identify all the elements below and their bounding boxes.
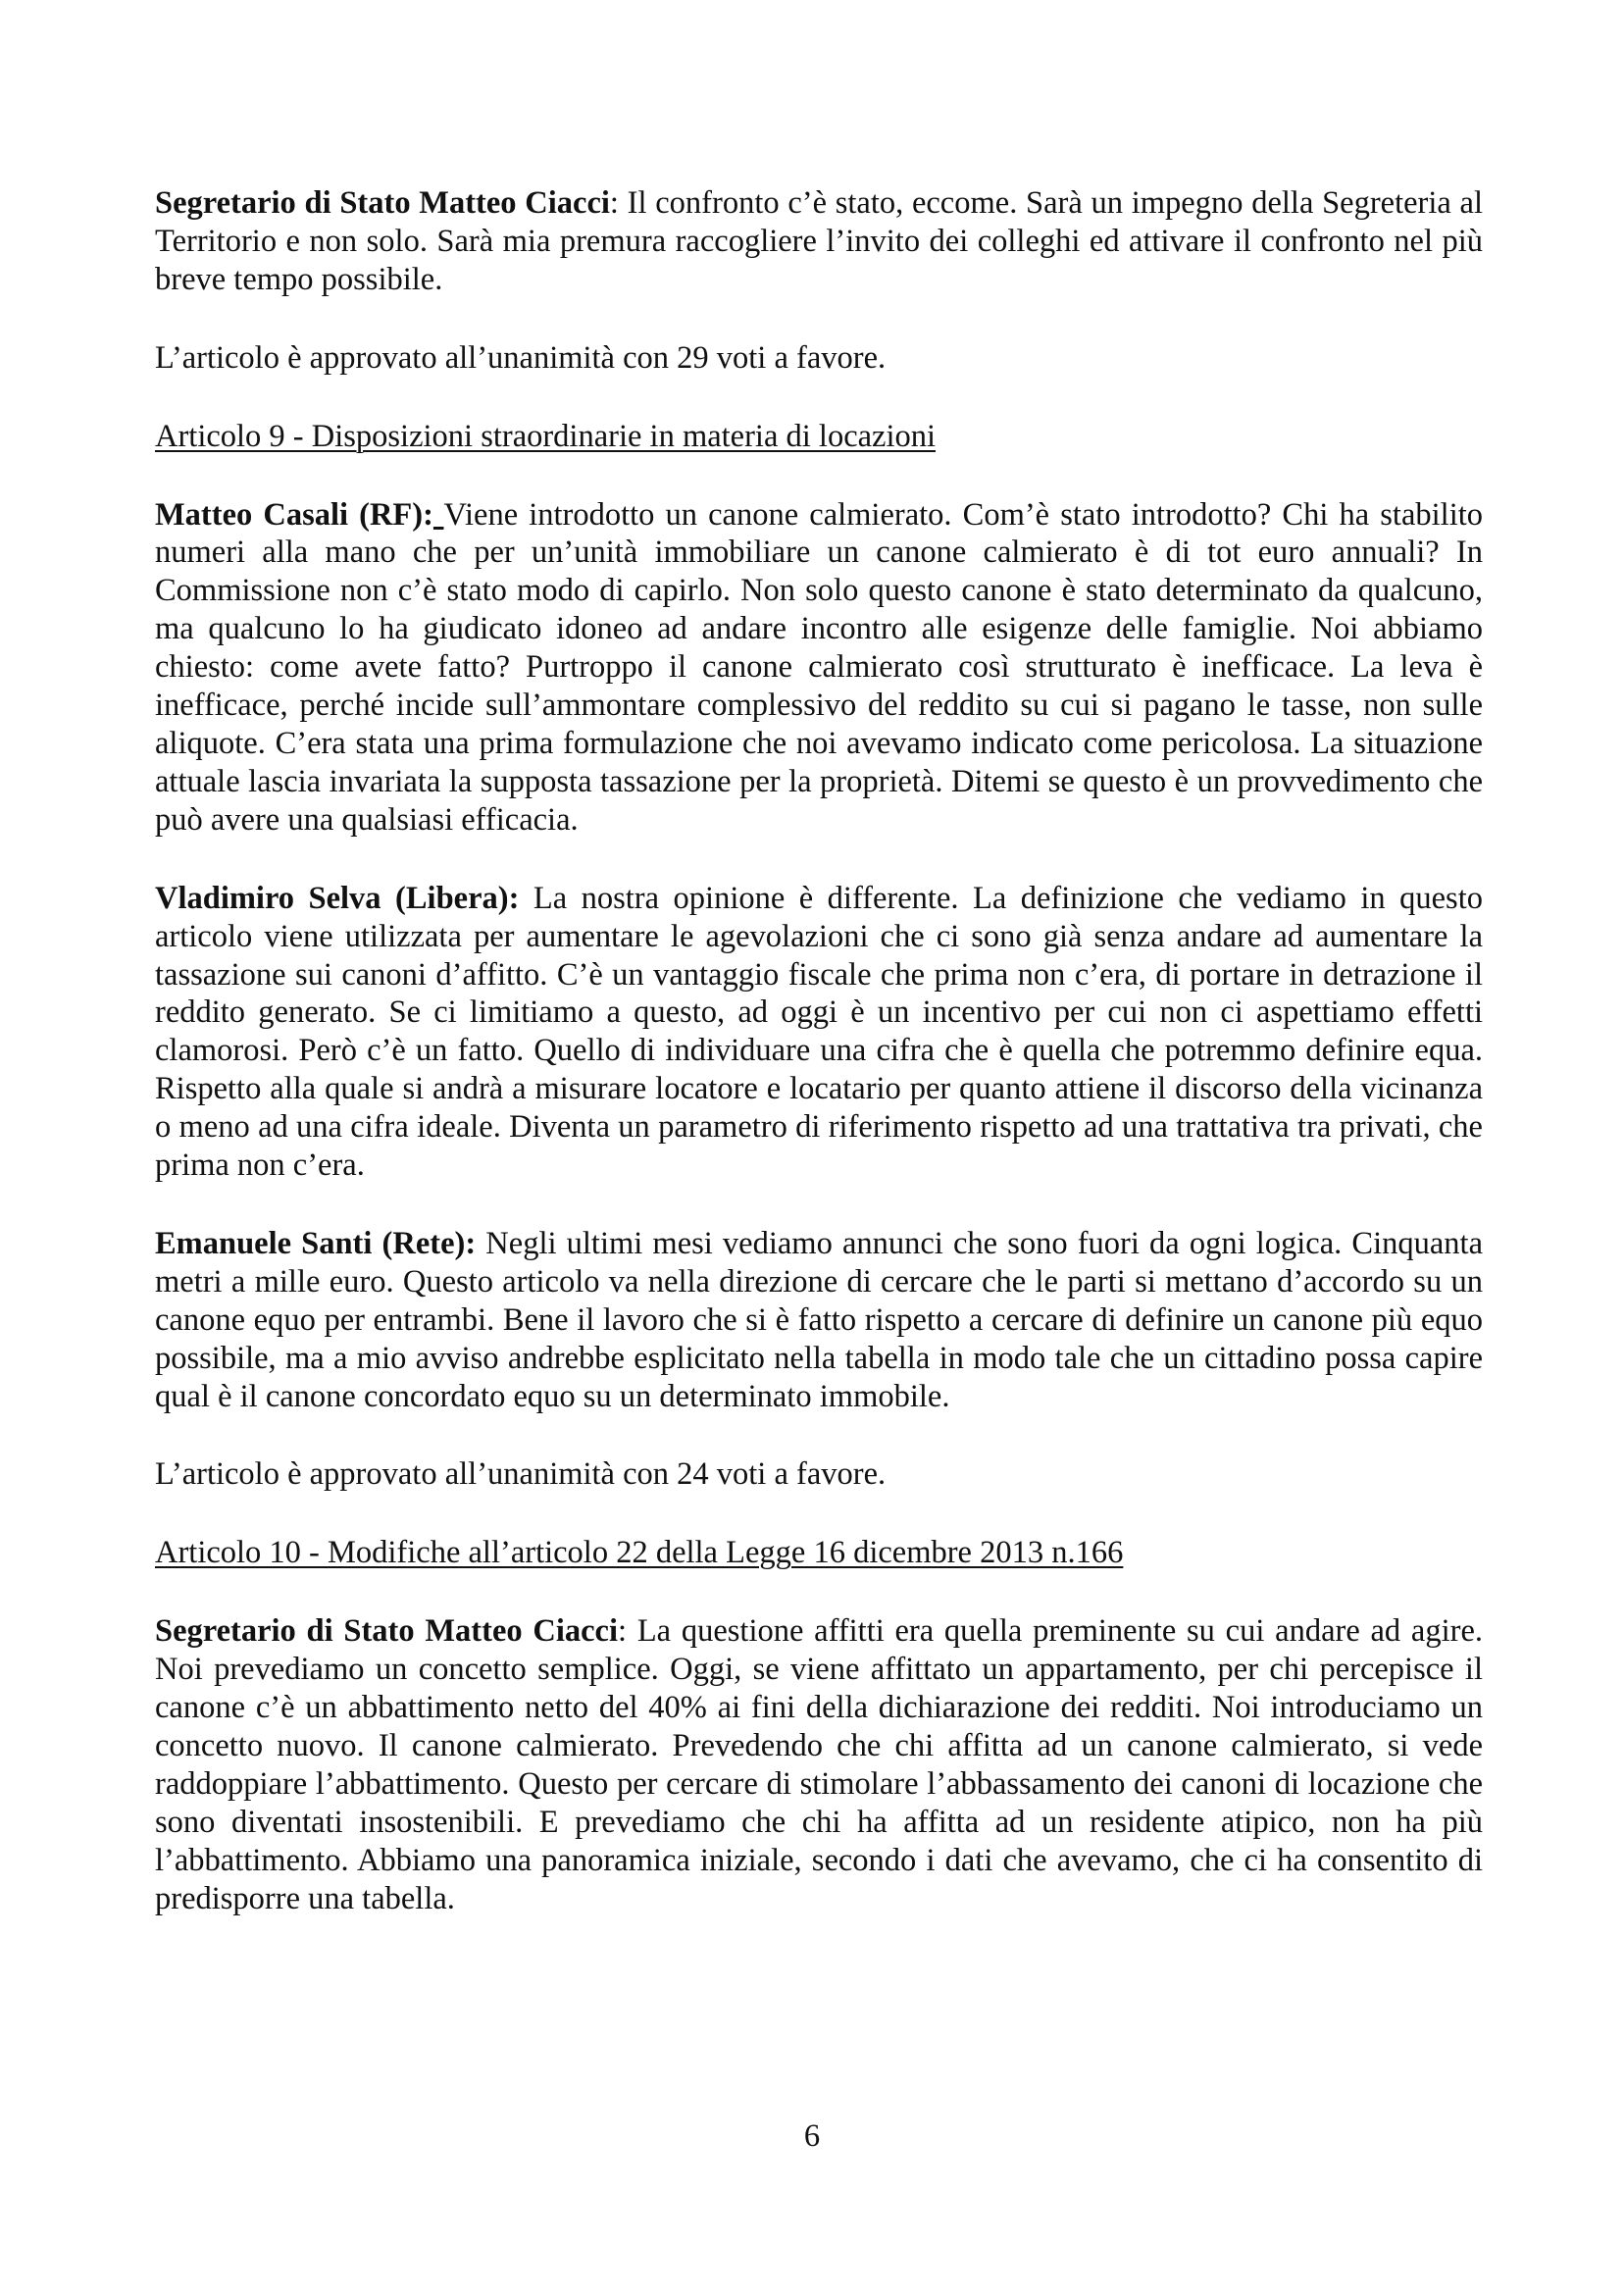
page-number: 6	[803, 2118, 821, 2154]
speaker-separator	[519, 881, 533, 916]
speech-paragraph	[155, 880, 1483, 1185]
speaker-separator	[433, 497, 444, 533]
speech-text: Negli ultimi mesi vediamo annunci che sono fuori da ogni logica. Cinquanta metri a mille euro. Questo articolo va nella direzione di cercare che le parti si mettano d’accordo su un canone equo per entrambi. Bene il lavoro che si è fatto rispetto a cercare di definire un canone più equo possibile, ma a mio avviso andrebbe esplicitato nella tabella in modo tale che un cittadino possa capire qual è il canone concordato equo su un determinato immobile.	[155, 1225, 1483, 1414]
speaker-name: Emanuele Santi (Rete):	[155, 1225, 477, 1261]
speaker-separator: :	[618, 1613, 637, 1650]
speech-paragraph	[155, 496, 1483, 840]
speech-paragraph	[155, 1225, 1483, 1416]
speech-paragraph	[155, 1612, 1483, 1917]
speech-text: La questione affitti era quella preminente su cui andare ad agire. Noi prevediamo un concetto semplice. Oggi, se viene affittato un appartamento, per chi percepisce il canone c’è un abbattimento netto del 40% ai fini della dichiarazione dei redditi. Noi introduciamo un concetto nuovo. Il canone calmierato. Prevedendo che chi affitta ad un canone calmierato, si vede raddoppiare l’abbattimento. Questo per cercare di stimolare l’abbassamento dei canoni di locazione che sono diventati insostenibili. E prevediamo che chi ha affitta ad un residente atipico, non ha più l’abbattimento. Abbiamo una panoramica iniziale, secondo i dati che avevamo, che ci ha consentito di predisporre una tabella.	[155, 1613, 1484, 1916]
document-body	[155, 184, 1483, 1959]
speaker-name: Matteo Casali (RF):	[155, 496, 433, 533]
speaker-name: Vladimiro Selva (Libera):	[155, 880, 520, 916]
speaker-name: Segretario di Stato Matteo Ciacci	[155, 185, 610, 221]
speech-text: La nostra opinione è differente. La definizione che vediamo in questo articolo viene utilizzata per aumentare le agevolazioni che ci sono già senza andare ad aumentare la tassazione sui canoni d’affitto. C’è un vantaggio fiscale che prima non c’era, di portare in detrazione il reddito generato. Se ci limitiamo a questo, ad oggi è un incentivo per cui non ci aspettiamo effetti clamorosi. Però c’è un fatto. Quello di individuare una cifra che è quella che potremmo definire equa. Rispetto alla quale si andrà a misurare locatore e locatario per quanto attiene il discorso della vicinanza o meno ad una cifra ideale. Diventa un parametro di riferimento rispetto ad una trattativa tra privati, che prima non c’era.	[155, 880, 1483, 1184]
vote-result: L’articolo è approvato all’unanimità con 29 voti a favore.	[155, 339, 887, 376]
speech-text: Viene introdotto un canone calmierato. Com’è stato introdotto? Chi ha stabilito numeri alla mano che per un’unità immobiliare un canone calmierato è di tot euro annuali? In Commissione non c’è stato modo di capirlo. Non solo questo canone è stato determinato da qualcuno, ma qualcuno lo ha giudicato idoneo ad andare incontro alle esigenze delle famiglie. Noi abbiamo chiesto: come avete fatto? Purtroppo il canone calmierato così strutturato è inefficace. La leva è inefficace, perché incide sull’ammontare complessivo del reddito su cui si pagano le tasse, non sulle aliquote. C’era stata una prima formulazione che noi avevamo indicato come pericolosa. La situazione attuale lascia invariata la supposta tassazione per la proprietà. Ditemi se questo è un provvedimento che può avere una qualsiasi efficacia.	[155, 496, 1483, 838]
speech-text: Il confronto c’è stato, eccome. Sarà un impegno della Segreteria al Territorio e non solo. Sarà mia premura raccogliere l’invito dei colleghi ed attivare il confronto nel più breve tempo possibile.	[155, 185, 1484, 297]
article-heading: Articolo 10 - Modifiche all’articolo 22 della Legge 16 dicembre 2013 n.166	[155, 1535, 1124, 1571]
speaker-separator	[476, 1226, 485, 1261]
article-heading: Articolo 9 - Disposizioni straordinarie in materia di locazioni	[155, 418, 937, 454]
speech-paragraph	[155, 184, 1483, 299]
speaker-name: Segretario di Stato Matteo Ciacci	[155, 1613, 619, 1650]
speaker-separator: :	[609, 185, 628, 221]
vote-result: L’articolo è approvato all’unanimità con 24 voti a favore.	[155, 1456, 887, 1493]
